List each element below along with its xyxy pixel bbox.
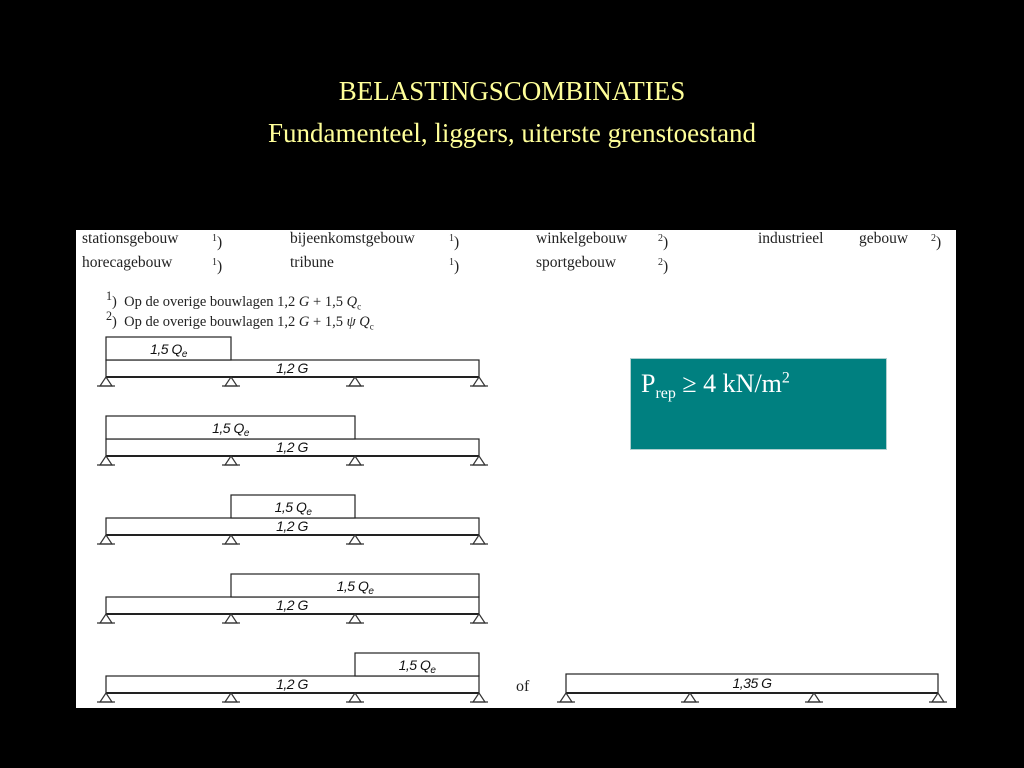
alt-permanent-load-label: 1,35 G: [732, 675, 772, 691]
building-type: winkelgebouw: [536, 230, 628, 247]
building-type: tribune: [290, 254, 334, 271]
building-type: bijeenkomstgebouw: [290, 230, 415, 247]
permanent-load-label: 1,2 G: [276, 676, 308, 692]
slide-subtitle: Fundamenteel, liggers, uiterste grenstoestand: [267, 118, 757, 148]
permanent-load-label: 1,2 G: [276, 439, 308, 455]
building-type: stationsgebouw: [82, 230, 179, 247]
support-icon: [808, 693, 820, 702]
support-icon: [225, 614, 237, 623]
footnote-ref: $^2$): [931, 233, 942, 252]
support-icon: [100, 614, 112, 623]
slide-title: BELASTINGSCOMBINATIES: [338, 76, 686, 106]
footnote-ref: $^2$): [658, 257, 669, 276]
support-icon: [349, 377, 361, 386]
permanent-load-label: 1,2 G: [276, 360, 308, 376]
support-icon: [349, 535, 361, 544]
support-icon: [225, 535, 237, 544]
variable-load-label: 1,5 $Q_e$: [274, 499, 312, 518]
building-type-cont: gebouw: [859, 230, 909, 247]
footnote-ref: $^1$): [212, 233, 223, 252]
support-icon: [100, 377, 112, 386]
support-icon: [684, 693, 696, 702]
footnote-ref: $^1$): [212, 257, 223, 276]
building-type: industrieel: [758, 230, 824, 247]
variable-load-label: 1,5 $Q_e$: [150, 341, 187, 360]
variable-load-label: 1,5 $Q_e$: [336, 578, 374, 597]
prep-box: [630, 358, 887, 450]
diagram-panel: [76, 230, 956, 708]
footnote-2: $^2$) Op de overige bouwlagen 1,2 G + 1,5 ψ $Q_c$: [106, 309, 374, 332]
support-icon: [473, 377, 485, 386]
support-icon: [349, 456, 361, 465]
footnote-1: $^1$) Op de overige bouwlagen 1,2 G + 1,5 $Q_c$: [106, 289, 362, 312]
variable-load-label: 1,5 $Q_e$: [212, 420, 249, 439]
building-type: horecagebouw: [82, 254, 173, 271]
support-icon: [473, 456, 485, 465]
footnote-ref: $^1$): [449, 257, 460, 276]
or-label: of: [516, 678, 530, 695]
prep-formula: $P_{rep} \ge 4$ $kN/m^2$: [641, 369, 790, 403]
support-icon: [473, 614, 485, 623]
support-icon: [932, 693, 944, 702]
support-icon: [100, 535, 112, 544]
support-icon: [225, 693, 237, 702]
support-icon: [100, 693, 112, 702]
support-icon: [225, 456, 237, 465]
support-icon: [225, 377, 237, 386]
variable-load-label: 1,5 $Q_e$: [398, 657, 436, 676]
support-icon: [349, 614, 361, 623]
support-icon: [100, 456, 112, 465]
support-icon: [349, 693, 361, 702]
footnote-ref: $^1$): [449, 233, 460, 252]
permanent-load-label: 1,2 G: [276, 518, 308, 534]
support-icon: [473, 693, 485, 702]
building-type: sportgebouw: [536, 254, 617, 271]
support-icon: [473, 535, 485, 544]
footnote-ref: $^2$): [658, 233, 669, 252]
support-icon: [560, 693, 572, 702]
load-diagrams: [76, 230, 956, 708]
permanent-load-label: 1,2 G: [276, 597, 308, 613]
